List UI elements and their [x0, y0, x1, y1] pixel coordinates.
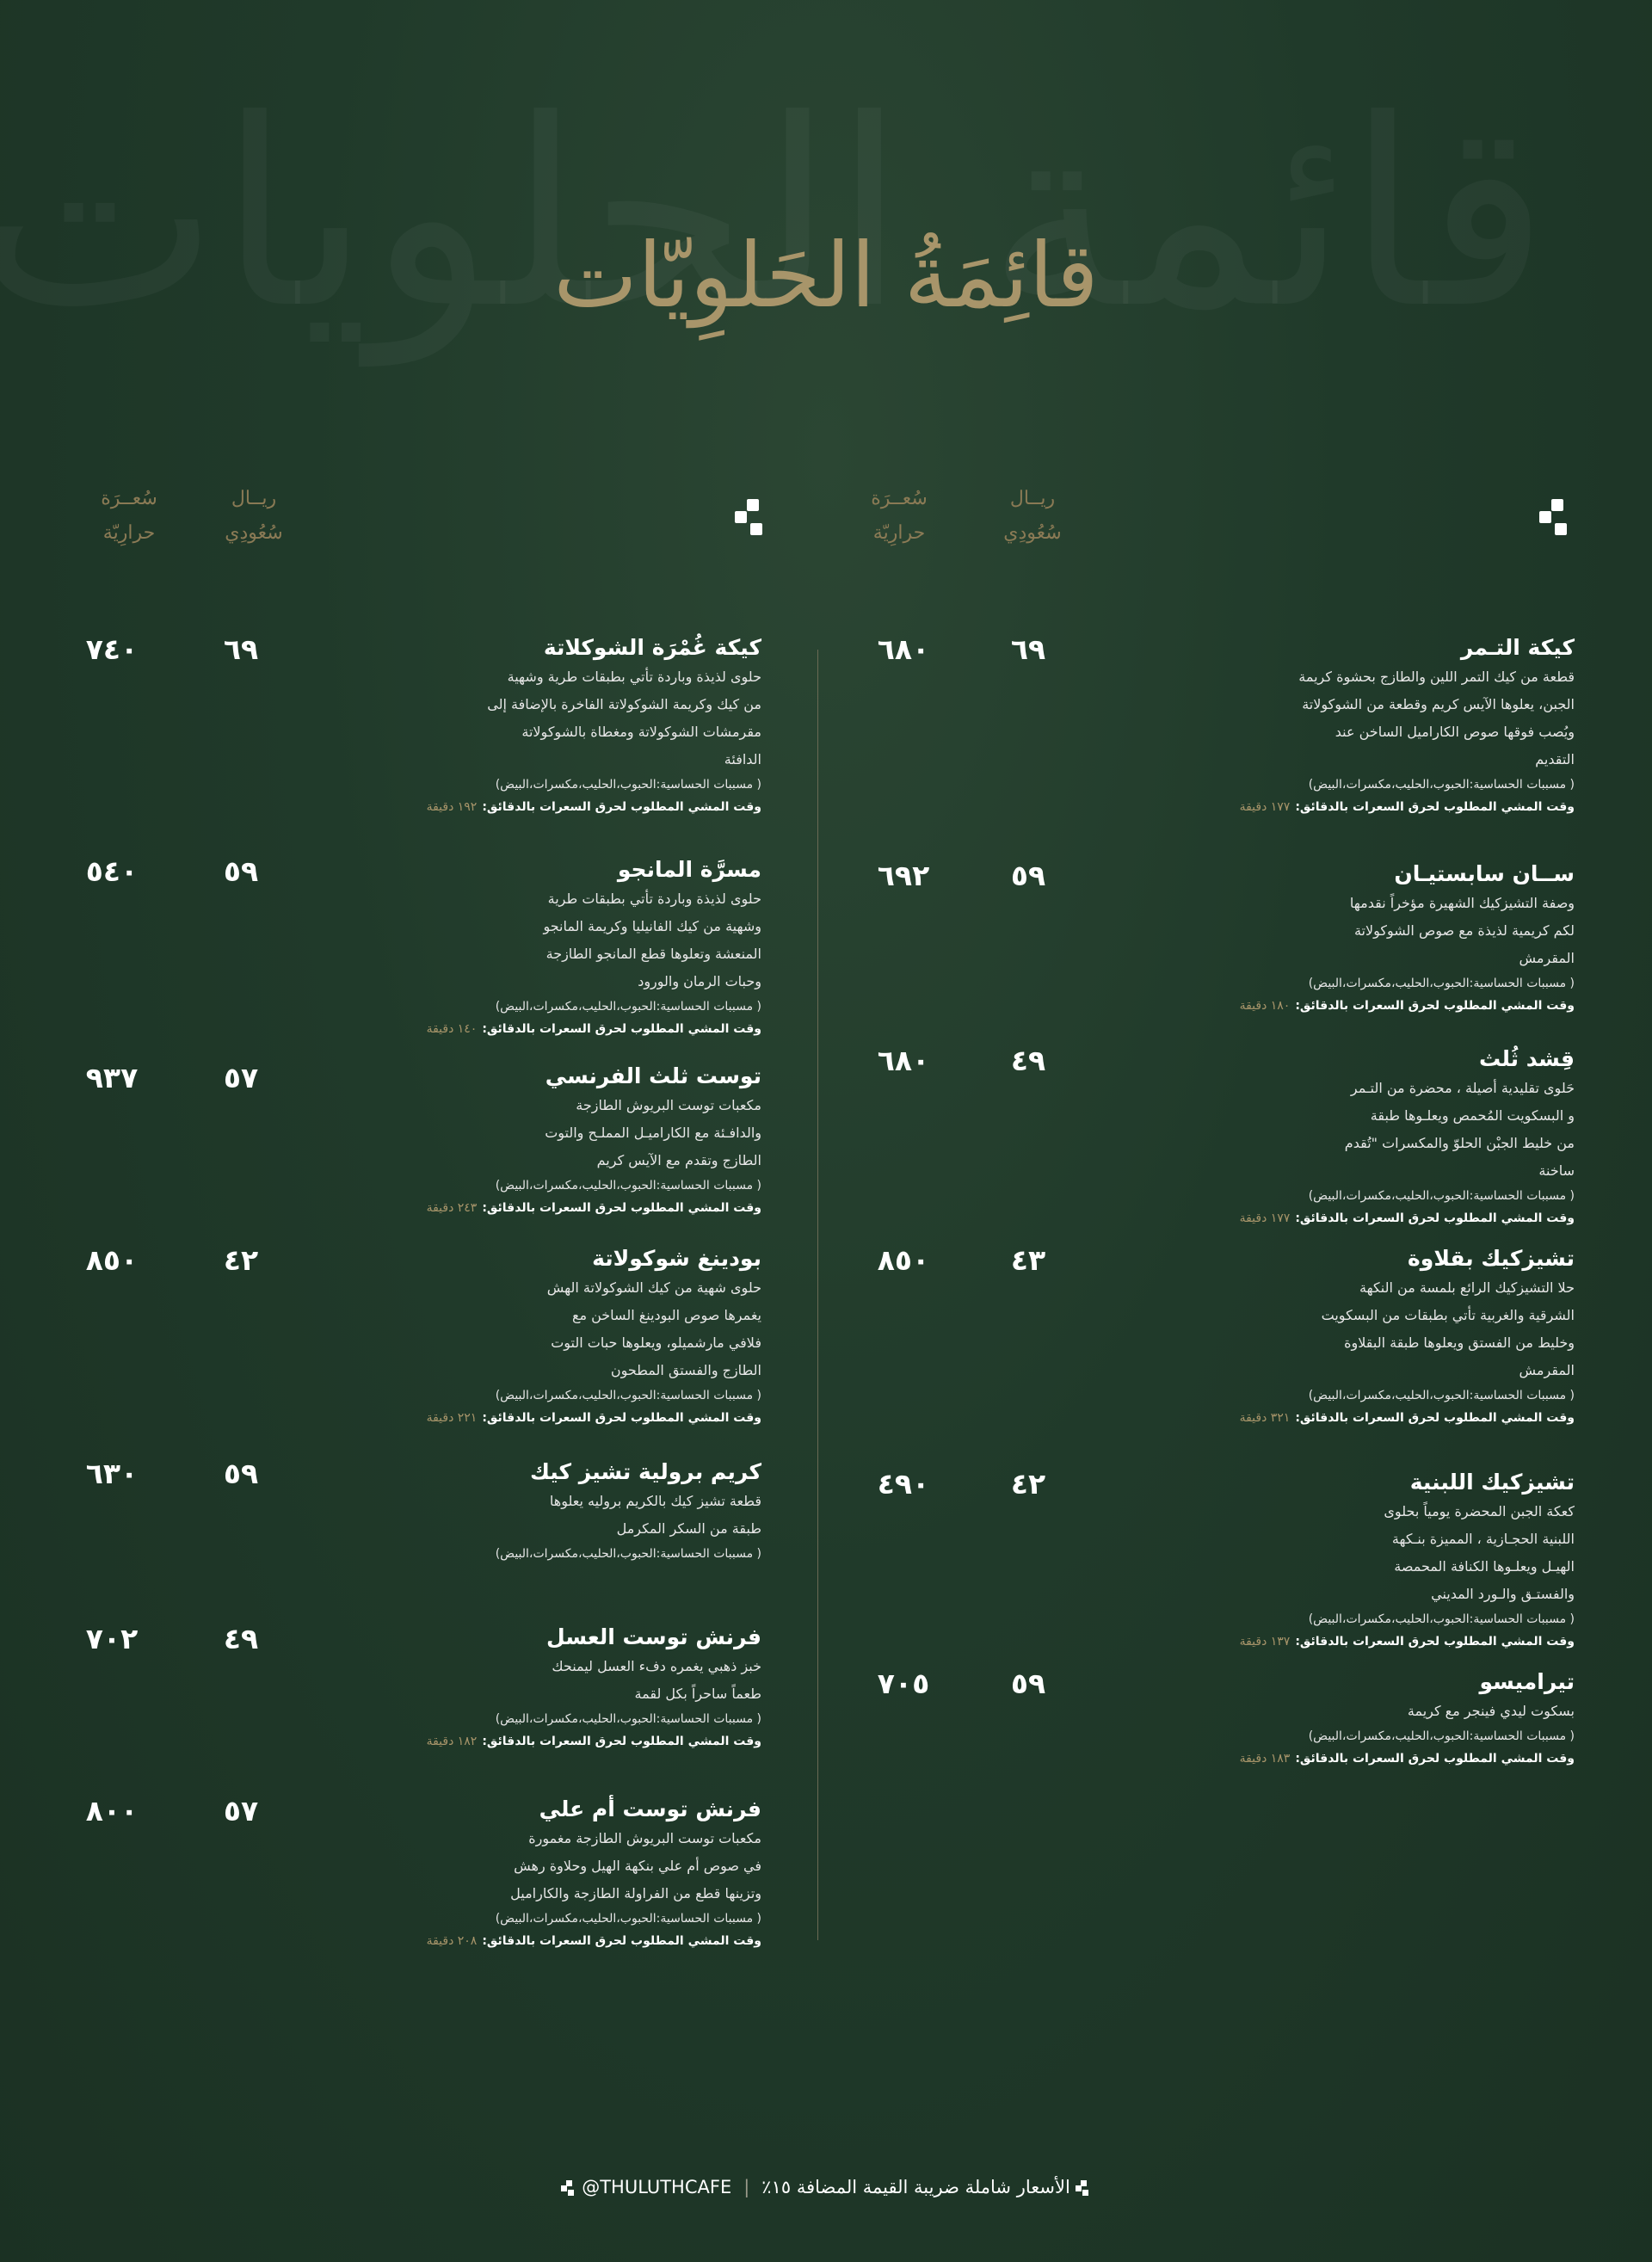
item-calories: ٦٣٠ [85, 1457, 139, 1490]
calories-header-left: سُعــرَة حرارِيّة [101, 488, 157, 544]
item-allergens: ( مسببات الحساسية:الحبوب،الحليب،مكسرات،البيض) [1308, 1189, 1575, 1203]
item-description-line: الجبن، يعلوها الآيس كريم وقطعة من الشوكولاتة [1302, 696, 1575, 712]
item-name: تشيزكيك بقلاوة [1408, 1246, 1575, 1271]
item-calories: ٩٣٧ [85, 1061, 139, 1094]
walk-time-label: وقت المشي المطلوب لحرق السعرات بالدقائق: [482, 1934, 761, 1948]
item-description-line: حَلوى تقليدية أصيلة ، محضرة من التـمر [1350, 1080, 1575, 1096]
item-name: فرنش توست أم علي [539, 1797, 761, 1821]
item-calories: ٨٥٠ [85, 1243, 139, 1277]
walk-time-label: وقت المشي المطلوب لحرق السعرات بالدقائق: [482, 1735, 761, 1748]
item-allergens: ( مسببات الحساسية:الحبوب،الحليب،مكسرات،البيض) [1308, 977, 1575, 990]
tax-note: الأسعار شاملة ضريبة القيمة المضافة ١٥٪ [761, 2177, 1070, 2197]
walk-time-label: وقت المشي المطلوب لحرق السعرات بالدقائق: [482, 1022, 761, 1036]
item-description-line: وشهية من كيك الفانيليا وكريمة المانجو [543, 918, 761, 934]
item-description-line: بسكوت ليدي فينجر مع كريمة [1407, 1703, 1575, 1719]
item-description-line: المقرمش [1519, 1362, 1575, 1378]
calories-header-right: سُعــرَة حرارِيّة [871, 488, 928, 544]
item-name: بودينغ شوكولاتة [592, 1246, 761, 1271]
item-allergens: ( مسببات الحساسية:الحبوب،الحليب،مكسرات،البيض) [1308, 1729, 1575, 1743]
item-description-line: يغمرها صوص البودينغ الساخن مع [571, 1307, 761, 1323]
item-description-line: اللبنية الحجـازية ، المميزة بنـكهة [1391, 1531, 1575, 1547]
item-calories: ٧٠٢ [85, 1622, 139, 1655]
item-description-line: وصفة التشيزكيك الشهيرة مؤخراً نقدمها [1349, 895, 1575, 911]
item-allergens: ( مسببات الحساسية:الحبوب،الحليب،مكسرات،البيض) [495, 1712, 761, 1726]
item-calories: ٦٩٢ [877, 859, 930, 892]
item-description-line: من خليط الجبْن الحلوّ والمكسرات "تُقدم [1344, 1135, 1575, 1151]
item-calories: ٥٤٠ [85, 854, 139, 888]
walk-time-minutes: ١٨٣ دقيقة [1239, 1752, 1291, 1766]
menu-item [1144, 1044, 1575, 1230]
menu-item [348, 1622, 761, 1753]
item-description-line: في صوص أم علي بنكهة الهيل وحلاوة رهش [514, 1858, 761, 1874]
price-header-right: ريــال سُعُودِي [1003, 488, 1062, 544]
item-walk-time [348, 1197, 761, 1219]
item-description-line: مكعبات توست البريوش الطازجة مغمورة [528, 1830, 761, 1846]
item-description-line: وتزينها قطع من الفراولة الطازجة والكاراميل [510, 1885, 761, 1901]
walk-time-label: وقت المشي المطلوب لحرق السعرات بالدقائق: [482, 1201, 761, 1215]
menu-item [348, 854, 761, 1040]
item-description-line: و البسكويت المُحمص ويعلـوها طبقة [1370, 1107, 1575, 1124]
menu-item [1144, 1243, 1575, 1429]
item-price: ٤٩ [1010, 1044, 1046, 1077]
logo-icon [1076, 2180, 1091, 2196]
menu-item [348, 1061, 761, 1219]
walk-time-minutes: ٢٠٨ دقيقة [426, 1934, 478, 1948]
footer [0, 2173, 1652, 2202]
item-description-line: التقديم [1535, 751, 1575, 767]
walk-time-label: وقت المشي المطلوب لحرق السعرات بالدقائق: [1295, 1411, 1575, 1425]
item-description-line: طبقة من السكر المكرمل [616, 1520, 761, 1537]
item-description-line: ساخنة [1538, 1162, 1575, 1179]
item-description-line: الهيـل ويعلـوها الكنافة المحمصة [1394, 1558, 1575, 1575]
item-description-line: الطازج والفستق المطحون [610, 1362, 761, 1378]
item-description-line: لكم كريمية لذيذة مع صوص الشوكولاتة [1353, 922, 1575, 939]
item-price: ٥٧ [223, 1794, 259, 1827]
walk-time-minutes: ٣٢١ دقيقة [1239, 1411, 1291, 1425]
item-name: ســان سابستيـان [1394, 861, 1575, 886]
menu-item [348, 1794, 761, 1952]
walk-time-label: وقت المشي المطلوب لحرق السعرات بالدقائق: [1295, 999, 1575, 1013]
walk-time-label: وقت المشي المطلوب لحرق السعرات بالدقائق: [1295, 1752, 1575, 1766]
item-walk-time [348, 1730, 761, 1753]
menu-item [1144, 1667, 1575, 1770]
item-description-line: قطعة تشيز كيك بالكريم بروليه يعلوها [549, 1493, 761, 1509]
walk-time-minutes: ١٣٧ دقيقة [1239, 1635, 1291, 1649]
item-name: قِشد ثُلث [1478, 1046, 1575, 1071]
item-name: كريم برولية تشيز كيك [529, 1459, 761, 1484]
item-allergens: ( مسببات الحساسية:الحبوب،الحليب،مكسرات،البيض) [1308, 1389, 1575, 1402]
item-price: ٥٩ [1010, 1667, 1046, 1700]
item-price: ٤٢ [223, 1243, 259, 1277]
item-walk-time [1144, 995, 1575, 1017]
item-name: كيكة غُمْرَة الشوكلاتة [543, 635, 761, 660]
item-price: ٦٩ [223, 632, 259, 666]
logo-icon-right [1536, 499, 1570, 537]
item-description-line: المقرمش [1519, 950, 1575, 966]
menu-item [1144, 859, 1575, 1017]
item-description-line: ويُصب فوقها صوص الكاراميل الساخن عند [1335, 724, 1575, 740]
item-name: كيكة التـمر [1460, 635, 1575, 660]
item-description-line: طعماً ساحراً بكل لقمة [634, 1686, 761, 1702]
item-price: ٥٧ [223, 1061, 259, 1094]
menu-item [1144, 1467, 1575, 1653]
item-calories: ٧٤٠ [85, 632, 139, 666]
item-walk-time [348, 1930, 761, 1952]
item-description-line: قطعة من كيك التمر اللين والطازج بحشوة كريمة [1298, 669, 1575, 685]
item-description-line: والفستـق والـورد المديني [1431, 1586, 1575, 1602]
item-description-line: فلافي مارشميلو، ويعلوها حبات التوت [551, 1334, 761, 1351]
page-title: قائِمَةُ الحَلوِيّات [553, 223, 1099, 328]
item-calories: ٨٠٠ [85, 1794, 139, 1827]
item-calories: ٧٠٥ [877, 1667, 930, 1700]
item-description-line: الشرقية والغربية تأتي بطبقات من البسكويت [1321, 1307, 1575, 1323]
item-name: مسرَّة المانجو [617, 857, 761, 882]
logo-icon-left [731, 499, 766, 537]
menu-item [348, 1243, 761, 1429]
walk-time-label: وقت المشي المطلوب لحرق السعرات بالدقائق: [482, 800, 761, 814]
item-allergens: ( مسببات الحساسية:الحبوب،الحليب،مكسرات،البيض) [1308, 1612, 1575, 1626]
item-description-line: والدافـئة مع الكاراميـل المملـح والتوت [545, 1125, 761, 1141]
walk-time-minutes: ٢٢١ دقيقة [426, 1411, 478, 1425]
item-description-line: المنعشة وتعلوها قطع المانجو الطازجة [546, 946, 761, 962]
item-price: ٥٩ [223, 1457, 259, 1490]
walk-time-minutes: ١٨٠ دقيقة [1239, 999, 1291, 1013]
item-walk-time [1144, 1407, 1575, 1429]
walk-time-label: وقت المشي المطلوب لحرق السعرات بالدقائق: [1295, 800, 1575, 814]
item-allergens: ( مسببات الحساسية:الحبوب،الحليب،مكسرات،البيض) [1308, 778, 1575, 792]
item-calories: ٨٥٠ [877, 1243, 930, 1277]
item-description-line: كعكة الجبن المحضرة يومياً بحلوى [1384, 1503, 1575, 1519]
item-walk-time [348, 796, 761, 818]
item-name: فرنش توست العسل [546, 1624, 761, 1649]
item-walk-time [1144, 1747, 1575, 1770]
item-allergens: ( مسببات الحساسية:الحبوب،الحليب،مكسرات،البيض) [495, 1179, 761, 1193]
walk-time-minutes: ١٤٠ دقيقة [426, 1022, 478, 1036]
item-name: توست ثلث الفرنسي [545, 1063, 761, 1088]
walk-time-minutes: ١٩٢ دقيقة [426, 800, 478, 814]
walk-time-minutes: ٢٤٣ دقيقة [426, 1201, 478, 1215]
item-description-line: من كيك وكريمة الشوكولاتة الفاخرة بالإضافة إلى [487, 696, 761, 712]
item-description-line: وخليط من الفستق ويعلوها طبقة البقلاوة [1344, 1334, 1575, 1351]
item-name: تيراميسو [1479, 1669, 1575, 1694]
item-walk-time [1144, 796, 1575, 818]
item-price: ٦٩ [1010, 632, 1046, 666]
item-calories: ٦٨٠ [877, 632, 930, 666]
item-allergens: ( مسببات الحساسية:الحبوب،الحليب،مكسرات،البيض) [495, 1389, 761, 1402]
item-allergens: ( مسببات الحساسية:الحبوب،الحليب،مكسرات،البيض) [495, 1547, 761, 1561]
walk-time-minutes: ١٧٧ دقيقة [1239, 800, 1291, 814]
item-price: ٥٩ [223, 854, 259, 888]
item-name: تشيزكيك اللبنية [1409, 1470, 1575, 1495]
item-description-line: حلوى لذيذة وباردة تأتي بطبقات طرية [547, 891, 761, 907]
column-divider [817, 650, 818, 1940]
menu-item [1144, 632, 1575, 818]
walk-time-minutes: ١٨٢ دقيقة [426, 1735, 478, 1748]
item-description-line: مقرمشات الشوكولاتة ومغطاة بالشوكولاتة [521, 724, 761, 740]
item-allergens: ( مسببات الحساسية:الحبوب،الحليب،مكسرات،البيض) [495, 1912, 761, 1926]
item-description-line: الطازج وتقدم مع الآيس كريم [596, 1152, 761, 1168]
menu-item [348, 632, 761, 818]
item-description-line: حلا التشيزكيك الرائع بلمسة من النكهة [1359, 1279, 1575, 1296]
footer-separator: | [743, 2177, 750, 2197]
walk-time-label: وقت المشي المطلوب لحرق السعرات بالدقائق: [1295, 1635, 1575, 1649]
item-calories: ٤٩٠ [877, 1467, 930, 1501]
item-walk-time [1144, 1207, 1575, 1230]
item-calories: ٦٨٠ [877, 1044, 930, 1077]
walk-time-label: وقت المشي المطلوب لحرق السعرات بالدقائق: [1295, 1211, 1575, 1225]
item-price: ٤٢ [1010, 1467, 1046, 1501]
item-allergens: ( مسببات الحساسية:الحبوب،الحليب،مكسرات،البيض) [495, 1000, 761, 1014]
logo-icon [561, 2180, 576, 2196]
item-price: ٥٩ [1010, 859, 1046, 892]
item-walk-time [1144, 1630, 1575, 1653]
item-description-line: حلوى شهية من كيك الشوكولاتة الهش [546, 1279, 761, 1296]
price-header-left: ريــال سُعُودِي [225, 488, 283, 544]
social-handle: @THULUTHCAFE [582, 2177, 732, 2197]
item-description-line: مكعبات توست البريوش الطازجة [576, 1097, 761, 1113]
item-price: ٤٩ [223, 1622, 259, 1655]
item-description-line: خبز ذهبي يغمره دفء العسل ليمنحك [552, 1658, 761, 1674]
item-description-line: وحبات الرمان والورود [638, 973, 761, 989]
item-description-line: حلوى لذيذة وباردة تأتي بطبقات طرية وشهية [507, 669, 761, 685]
item-description-line: الدافئة [724, 751, 761, 767]
item-walk-time [348, 1018, 761, 1040]
menu-item [348, 1457, 761, 1565]
walk-time-minutes: ١٧٧ دقيقة [1239, 1211, 1291, 1225]
item-allergens: ( مسببات الحساسية:الحبوب،الحليب،مكسرات،البيض) [495, 778, 761, 792]
item-walk-time [348, 1407, 761, 1429]
walk-time-label: وقت المشي المطلوب لحرق السعرات بالدقائق: [482, 1411, 761, 1425]
item-price: ٤٣ [1010, 1243, 1046, 1277]
